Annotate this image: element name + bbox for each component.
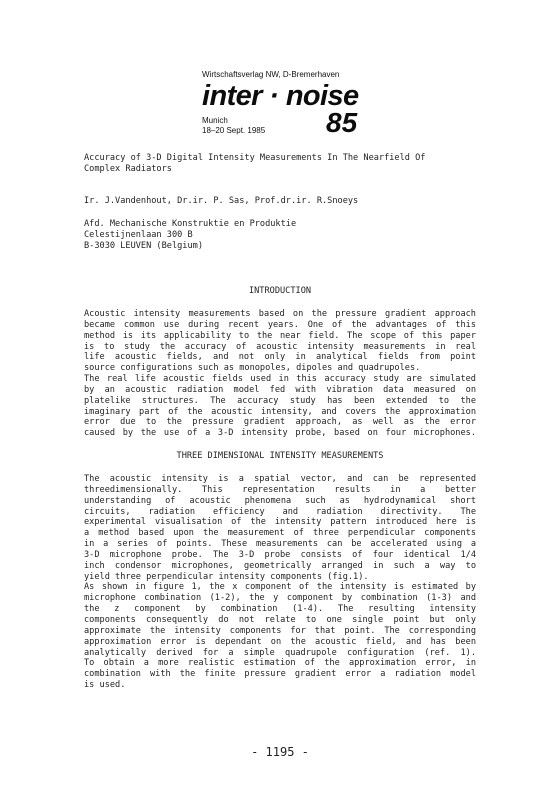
body-line: The real life acoustic fields used in this accuracy study are simulated [84,374,476,385]
body-line: by an acoustic radiation model fed with vibration data measured on [84,384,476,395]
body-line: As shown in figure 1, the x component of the intensity is estimated by [84,582,476,593]
body-line: a method based upon the measurement of three perpendicular components [84,528,476,539]
affiliation-line-1: Afd. Mechanische Konstruktie en Produktie [84,219,297,229]
body-line: 3-D microphone probe. The 3-D probe consists of four identical 1/4 [84,549,476,560]
introduction-heading: INTRODUCTION [248,286,312,296]
publisher-line: Wirtschaftsverlag NW, D-Bremerhaven [202,70,340,79]
body-line: understanding of acoustic phenomena such as hydrodynamical short [84,495,476,506]
body-line: is used. [84,680,126,691]
body-line: yield three perpendicular intensity components (fig.1). [84,571,369,582]
body-line: The acoustic intensity is a spatial vector, and can be represented [84,474,476,484]
body-line: became common use during recent years. One of the advantages of this [84,319,476,330]
body-line: approximation error is dependant on the acoustic field, and has been [84,636,476,647]
conference-dates: 18–20 Sept. 1985 [202,126,266,135]
body-line: components consequently do not relate to one single point but only [84,614,476,625]
three-dim-body [84,474,476,691]
body-line: Acoustic intensity measurements based on the pressure gradient approach [84,309,476,319]
paper-title-line-2: Complex Radiators [84,164,172,174]
body-line: To obtain a more realistic estimation of the approximation error, in [84,658,476,669]
conference-year: 85 [326,107,358,138]
body-line: experimental visualisation of the intensity pattern introduced here is [84,517,476,528]
body-line: in a series of points. These measurements can be accelerated using a [84,539,476,550]
body-line: threedimensionally. This representation results in a better [84,484,476,495]
introduction-body [84,309,476,439]
page-number: - 1195 - [251,745,309,759]
three-dim-heading: THREE DIMENSIONAL INTENSITY MEASUREMENTS [176,451,384,461]
paper-title-line-1: Accuracy of 3-D Digital Intensity Measurements In The Nearfield Of [84,153,426,163]
authors-line: Ir. J.Vandenhout, Dr.ir. P. Sas, Prof.dr.ir. R.Snoeys [84,196,359,206]
body-line: method is its applicability to the near field. The scope of this paper [84,330,476,341]
body-line: the z component by combination (1-4). The resulting intensity [84,604,476,615]
body-line: analytically derived for a simple quadrupole configuration (ref. 1). [84,647,476,658]
affiliation-line-2: Celestijnenlaan 300 B [84,230,193,240]
body-line: error due to the pressure gradient approach, as well as the error [84,417,476,428]
body-line: is to study the accuracy of acoustic intensity measurements in real [84,341,476,352]
affiliation-line-3: B-3030 LEUVEN (Belgium) [84,241,203,251]
body-line: inch condensor microphones, geometrically arranged in such a way to [84,560,476,571]
body-line: circuits, radiation efficiency and radiation directivity. The [84,506,476,517]
conference-city: Munich [202,116,228,125]
body-line: microphone combination (1-2), the y component by combination (1-3) and [84,593,476,604]
body-line: caused by the use of a 3-D intensity probe, based on four microphones. [84,428,476,439]
body-line: combination with the finite pressure gradient error a radiation model [84,669,476,680]
body-line: approximate the intensity components for that point. The corresponding [84,625,476,636]
body-line: imaginary part of the acoustic intensity, and covers the approximation [84,406,476,417]
conference-logo-text: inter · noise [202,80,359,112]
body-line: source configurations such as monopoles, dipoles and quadrupoles. [84,363,421,374]
body-line: life acoustic fields, and not only in analytical fields from point [84,352,476,363]
body-line: platelike structures. The accuracy study has been extended to the [84,395,476,406]
